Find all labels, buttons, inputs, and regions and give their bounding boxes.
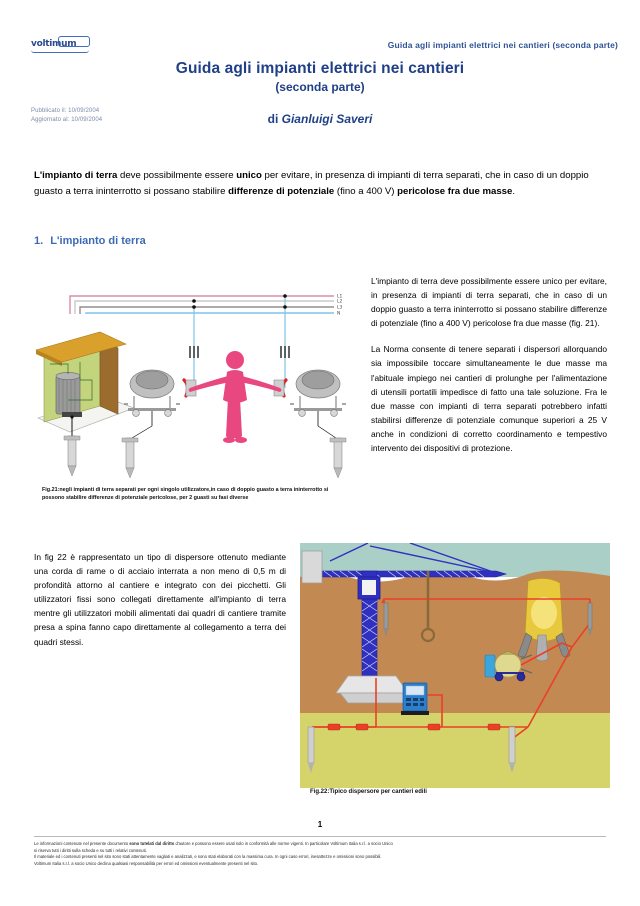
crane-cab-window [362, 580, 376, 595]
figure-21-block [22, 276, 358, 521]
intro-bold-1: L'impianto di terra [34, 170, 118, 181]
voltimum-logo [31, 36, 93, 52]
byline [0, 112, 640, 126]
phase-label-L1: L1 [337, 294, 343, 300]
crane-counterweight [302, 551, 322, 583]
crane-base-slab [336, 676, 408, 693]
byline-prefix: di [267, 112, 282, 126]
author-name: Gianluigi Saveri [281, 112, 373, 126]
right-paragraph-2: La Norma consente di tenere separati i dispersori allorquando sia impossibile toccare simultaneamente le due masse ma l'abituale impiego nei cantieri di prolunghe per l'alimentazione di utensili portatili impedisce di fatto una tale soluzione. Fra le due masse con impianti di terra separati potrebbero infatti stabilirsi differenze di potenziale comunque superiori a 25 V anche in condizioni di corretto coordinamento e tempestivo intervento dei dispositivi di protezione. [371, 344, 607, 454]
legal-line-3: Il materiale ed i contenuti presenti nel sito sono stati attentamente vagliati e analizzati, e sono stati elaborati con la massima cura. In ogni caso errori, inesattezze e omissioni sono possibili. [34, 854, 382, 860]
earth-rod-right [318, 426, 346, 478]
transformer-body [56, 376, 80, 414]
phase-label-N: N [337, 311, 341, 317]
truck-chute-center [536, 635, 548, 661]
earth-rod-cabinet [64, 436, 80, 476]
page-number: 1 [317, 820, 323, 829]
panel-display [406, 686, 424, 695]
earth-rod-left [122, 426, 152, 478]
mixer-left-drum-mouth [136, 371, 168, 389]
page-title: Guida agli impianti elettrici nei cantieri [175, 60, 465, 77]
tap-node-right [283, 294, 287, 298]
mixer-wheel-1 [495, 673, 503, 681]
human-foot-left [223, 437, 235, 443]
tap-node-left-2 [192, 299, 196, 303]
phase-labels [337, 294, 342, 317]
figure-22-illustration [300, 543, 610, 788]
supply-lines [70, 296, 334, 314]
mixer-water-tank [485, 655, 495, 677]
left-lower-paragraph: In fig 22 è rappresentato un tipo di dispersore ottenuto mediante una corda di rame o di acciaio interrata a non meno di 0,5 m di profondità attorno al cantiere e integrato con dei picchetti. Gli utilizzatori fissi sono collegati direttamente all'impianto di terra mentre gli utilizzatori mobili alimentati dai quadri di cantiere tramite presa a spina fanno capo direttamente al collegamento a terra dei quadri stessi. [34, 552, 286, 647]
page-header [0, 0, 640, 150]
figure-22-block [300, 543, 610, 805]
phase-label-L3: L3 [337, 305, 343, 311]
footer-legal-text [34, 841, 610, 867]
mixer-left-wheel-1 [133, 410, 140, 417]
mixer-left-wheel-2 [165, 410, 172, 417]
intro-text-2: deve possibilmente essere [117, 170, 237, 181]
intro-text-4: per evitare, in presenza di impianti di terra separati, che in caso di un doppio guasto a terra ininterrotto si possano stabilire [34, 170, 589, 197]
updated-date: Aggiornato al: 10/09/2004 [31, 117, 103, 123]
mixer-right-wheel-2 [331, 410, 338, 417]
legal-line-1 [34, 841, 610, 848]
intro-text-6: (fino a 400 V) [334, 186, 398, 197]
tap-node-right-2 [283, 305, 287, 309]
footer-divider [34, 836, 606, 837]
intro-bold-7: pericolose fra due masse [397, 186, 513, 197]
earth-electrodes [64, 426, 346, 478]
right-column-text [371, 274, 607, 455]
legal-line-1-a: Le informazioni contenute nel presente documento [34, 841, 130, 846]
intro-text-8: . [512, 186, 516, 197]
human-head [226, 351, 244, 369]
page-subtitle: (seconda parte) [275, 80, 365, 94]
legal-line-1-c: d'autore e possono essere usati solo in conformità alle norme vigenti. In particolare Voltimum Italia s.r.l. a socio Unico [174, 841, 393, 846]
mixer-wheel-2 [517, 673, 525, 681]
published-date: Pubblicato il: 10/09/2004 [31, 108, 100, 114]
section-number: 1. [34, 235, 44, 247]
intro-bold-5: differenze di potenziale [228, 186, 335, 197]
mixer-left [124, 370, 196, 426]
legal-line-2: si riserva tutti i diritti sulla scheda e su tutti i relativi contenuti. [34, 847, 147, 853]
tap-node-left [192, 305, 196, 309]
intro-bold-3: unico [236, 170, 262, 181]
section-heading [34, 235, 146, 247]
mixer-right-wheel-1 [299, 410, 306, 417]
supply-cabinet [36, 332, 134, 436]
figure-21-illustration [22, 276, 358, 482]
legal-line-1-bold: sono tutelati dal diritto [129, 841, 175, 846]
figure-21-caption: Fig.21:negli impianti di terra separati per ogni singolo utilizzatore,in caso di doppio guasto a terra ininterrotto si possono stabilire differenze di potenziale pericolose, per 2 guasti su fasi diverse [42, 487, 329, 502]
mixer-right-drum-mouth [302, 371, 334, 389]
figure-22-caption: Fig.22:Tipico dispersore per cantieri edili [310, 789, 427, 795]
ground-lower [300, 713, 610, 788]
cabinet-earth-node [70, 415, 73, 418]
human-foot-right [235, 437, 247, 443]
intro-paragraph [34, 168, 606, 200]
truck-drum-highlight [531, 597, 557, 629]
phase-label-L2: L2 [337, 299, 343, 305]
human-figure [189, 351, 282, 443]
legal-line-4: Voltimum Italia s.r.l. a socio Unico declina qualsiasi responsabilità per errori ed omissioni eventualmente presenti nel sito. [34, 860, 259, 866]
section-title: L'impianto di terra [50, 235, 146, 247]
right-paragraph-1: L'impianto di terra deve possibilmente essere unico per evitare, in presenza di impianti di terra separati, che in caso di un doppio guasto a terra ininterrotto si possano stabilire differenze di potenziale (fino a 400 V) pericolose fra due masse (fig. 21). [371, 276, 607, 329]
panel-base [401, 711, 429, 715]
logo-wordmark: voltimum [31, 39, 77, 49]
site-distribution-panel [401, 683, 429, 715]
running-head: Guida agli impianti elettrici nei cantieri (seconda parte) [387, 40, 618, 50]
human-torso [223, 370, 247, 403]
logo-underline-shape [31, 50, 89, 53]
